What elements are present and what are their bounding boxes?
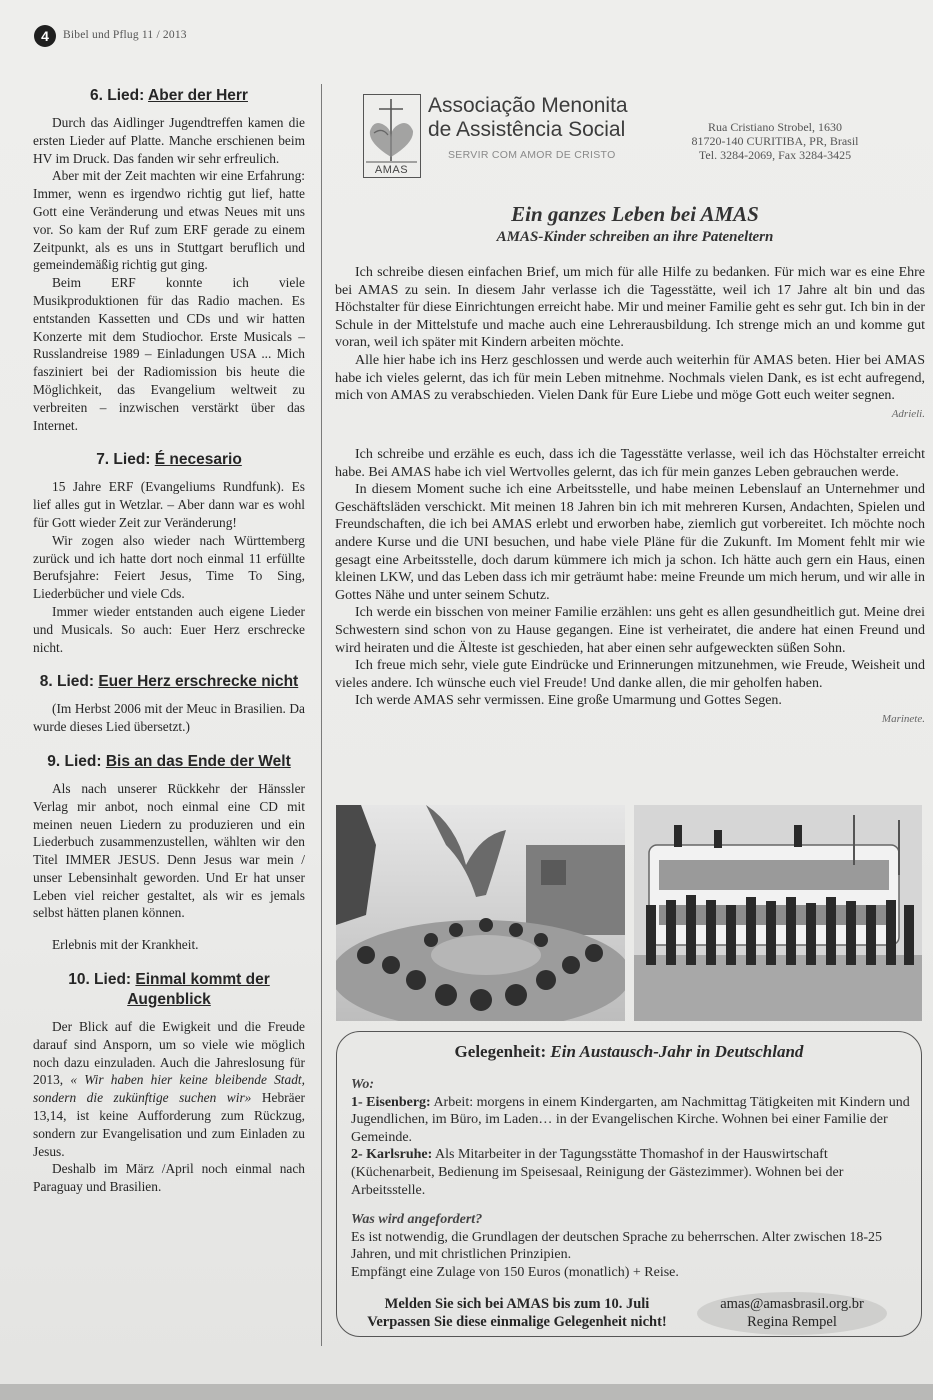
- page-number-badge: 4: [34, 25, 56, 47]
- page-bottom-edge: [0, 1384, 933, 1400]
- option-text: Als Mitarbeiter in der Tagungsstätte Thomashof in der Hauswirtschaft (Küchenarbeit, Bedienung im Speisesaal, Reinigung der Gästezimmer). Wohnen bei der Arbeitsstelle.: [351, 1147, 844, 1198]
- org-name: [428, 94, 628, 142]
- paragraph: Erlebnis mit der Krankheit.: [52, 937, 199, 953]
- paragraph: 15 Jahre ERF (Evangeliums Rundfunk). Es lief alles gut in Wetzlar. – Aber dann war es wohl für Gott wieder Zeit zur Veränderung!: [33, 479, 305, 530]
- requirements-line: Empfängt eine Zulage von 150 Euros (monatlich) + Reise.: [351, 1264, 679, 1280]
- photo-children-circle-image: [336, 805, 625, 1021]
- paragraph: Alle hier habe ich ins Herz geschlossen und werde auch weiterhin für AMAS beten. Hier bei AMAS habe ich vieles gelernt, das ich für mein Leben mitnehme. Nochmals vielen Dank, es ist echt aufregend, mich von AMAS zu verabschieden. Vielen Dank für Eure Liebe und möge Gott euch weiter segnen.: [335, 352, 925, 404]
- org-address: [675, 120, 875, 163]
- song-heading-10: [33, 970, 305, 1010]
- paragraph: Ich werde AMAS sehr vermissen. Eine große Umarmung und Gottes Segen.: [355, 693, 782, 709]
- address-line: Tel. 3284-2069, Fax 3284-3425: [698, 148, 852, 163]
- address-line: 81720-140 CURITIBA, PR, Brasil: [691, 134, 859, 149]
- paragraph: Als nach unserer Rückkehr der Hänssler Verlag mir anbot, noch einmal eine CD mit meinen neuen Liedern zu produzieren und ein Liederbuch zusammenzustellen, wählten wir den Titel IMMER JESUS. Denn Jesus war mein / unser Lebensinhalt geworden. Und Er hat unser Leben viel reicher gestaltet, als wir es jemals selbst hätten planen können.: [33, 780, 305, 921]
- paragraph: Immer wieder entstanden auch eigene Lieder und Musicals. So auch: Euer Herz erschrecke nicht.: [33, 603, 305, 655]
- contact-info: [697, 1295, 887, 1331]
- contact-email[interactable]: amas@amasbrasil.org.br: [720, 1296, 864, 1312]
- song-title: Bis an das Ende der Welt: [105, 752, 291, 770]
- org-name-line2: de Assistência Social: [428, 118, 626, 141]
- opportunity-body: [351, 1076, 911, 1282]
- song-prefix: 6. Lied:: [90, 87, 145, 104]
- song-heading-9: [33, 752, 305, 772]
- option-eisenberg: [351, 1094, 911, 1147]
- song-title: Aber der Herr: [148, 87, 248, 104]
- cta-line: Verpassen Sie diese einmalige Gelegenheit nicht!: [367, 1314, 667, 1330]
- call-to-action: [347, 1295, 687, 1331]
- where-label: Wo:: [351, 1077, 375, 1092]
- option-label: 2- Karlsruhe:: [351, 1147, 433, 1163]
- quote-jahreslosung: « Wir haben hier keine bleibende Stadt, sondern die zukünftige suchen wir»: [33, 1072, 305, 1106]
- title-prefix: Gelegenheit:: [454, 1042, 551, 1061]
- article-subtitle: AMAS-Kinder schreiben an ihre Pateneltern: [496, 229, 774, 245]
- running-head: Bibel und Pflug 11 / 2013: [63, 29, 187, 41]
- paragraph: Wir zogen also wieder nach Württemberg zurück und ich hatte dort noch einmal 11 erfüllte Berufsjahre: Feiert Jesus, Time To Sing, Liederbücher und viele Cds.: [33, 532, 305, 602]
- option-karlsruhe: [351, 1146, 911, 1199]
- letter-marinete: [335, 446, 925, 729]
- song-heading-6: [33, 86, 305, 106]
- song-prefix: 8. Lied:: [39, 673, 95, 691]
- spacer: [33, 922, 305, 936]
- song-prefix: 7. Lied:: [96, 451, 151, 469]
- signature-marinete: Marinete.: [881, 712, 925, 725]
- amas-logo: [363, 94, 421, 178]
- paragraph: Aber mit der Zeit machten wir eine Erfahrung: Immer, wenn es irgendwo richtig gut lief, hatte Gott eine Veränderung und etwas Neues mit uns vor. So kam der Ruf zum ERF gerade zu einem Zeitpunkt, als es uns in Stuttgart beruflich und gemeindemäßig richtig gut ging.: [33, 168, 305, 273]
- requirements-line: Es ist notwendig, die Grundlagen der deutschen Sprache zu beherrschen. Alter zwischen 18-25 Jahren, und mit christlichen Prinzipien.: [351, 1229, 883, 1263]
- song-title: Euer Herz erschrecke nicht: [98, 673, 299, 691]
- paragraph: (Im Herbst 2006 mit der Meuc in Brasilien. Da wurde dieses Lied übersetzt.): [33, 701, 305, 735]
- paragraph: Beim ERF konnte ich viele Musikproduktionen für das Radio machen. Es entstanden Kassetten und CDs und wir hatten Konzerte mit dem Studiochor. Erste Musicals – Russlandreise 1989 – Einladungen USA ... Mich fasziniert bei der Radiomission bis heute die Möglichkeit, das Evangelium weltweit zu verbreiten – inzwischen verstärkt über das Internet.: [33, 275, 305, 433]
- letter-adrieli: [335, 264, 925, 423]
- paragraph: [33, 1018, 305, 1160]
- title-italic: Ein Austausch-Jahr in Deutschland: [550, 1042, 804, 1061]
- paragraph: Deshalb im März /April noch einmal nach Paraguay und Brasilien.: [33, 1161, 305, 1195]
- article-title: Ein ganzes Leben bei AMAS: [511, 202, 759, 226]
- amas-logo-icon: [364, 95, 419, 176]
- signature-adrieli: Adrieli.: [891, 407, 925, 420]
- opportunity-title: [336, 1042, 922, 1062]
- org-name-line1: Associação Menonita: [428, 94, 628, 117]
- song-title: Einmal kommt der Augenblick: [127, 971, 270, 1009]
- paragraph: Durch das Aidlinger Jugendtreffen kamen die ersten Lieder auf Platte. Manche erschienen beim HV im Druck. Das fanden wir sehr erfreulich.: [33, 115, 305, 166]
- logo-text: AMAS: [374, 164, 409, 176]
- paragraph: Ich schreibe diesen einfachen Brief, um mich für alle Hilfe zu bedanken. Für mich war es eine Ehre bei AMAS zu sein. In diesem Jahr verlasse ich die Tagesstätte, weil ich 17 Jahre alt bin und das Höchstalter für diese Einrichtungen erreicht habe. Mir und meiner Familie geht es sehr gut. Ich bin in der Schule in der Mittelstufe und mache auch eine Lehrerausbildung. Ich strenge mich an und komme gut voran, weil ich später mit Kindern arbeiten möchte.: [335, 265, 925, 351]
- song-heading-7: [33, 450, 305, 470]
- column-divider: [321, 84, 322, 1346]
- paragraph: In diesem Moment suche ich eine Arbeitsstelle, und habe meinen Lebenslauf an Unternehmer und Geschäftsläden verschickt. Mit meinen 18 Jahren bin ich mit mehreren Kursen, Andachten, Spielen und Freundschaften, die ich bei AMAS erlebt und erworben habe, ziemlich gut vorbereitet. Ich möchte noch andere Kurse und die UNI besuchen, und habe viele Pläne für die Zukunft. Im Moment fehlt mir wie gesagt eine Arbeitsstelle, doch darum kümmere ich mich ja schon. Ich hätte auch gern ein Haus, einen kleinen LKW, und das Leben dass ich mir geträumt habe: meine Freunde um mich herum, und wir alle in Gottes Nähe und unter seinem Schutz.: [335, 482, 925, 603]
- contact-name: Regina Rempel: [747, 1314, 837, 1330]
- address-line: Rua Cristiano Strobel, 1630: [708, 120, 842, 134]
- text-run: Hebräer 13,14, ist keine Aufforderung zum Rückzug, sondern zur Evangelisation und zum Einladen zu Jesus.: [33, 1090, 305, 1159]
- song-heading-8: [33, 672, 305, 692]
- left-column: [33, 86, 305, 1196]
- spacer: [351, 1199, 911, 1211]
- song-prefix: 9. Lied:: [47, 752, 102, 770]
- cta-line: Melden Sie sich bei AMAS bis zum 10. Juli: [384, 1296, 650, 1312]
- photo-children-circle: [336, 805, 625, 1021]
- text-run: Der Blick auf die Ewigkeit und die Freude darauf sind Ansporn, um so viele wie möglich noch dazu einzuladen. Auch die Jahreslosung für 2013,: [33, 1019, 305, 1088]
- song-prefix: 10. Lied:: [68, 971, 132, 989]
- song-title: É necesario: [154, 451, 242, 469]
- option-text: Arbeit: morgens in einem Kindergarten, am Nachmittag Tätigkeiten mit Kindern und Jugendlichen, im Büro, im Laden… in der Evangelischen Kirche. Wohnen bei einer Familie der Gemeinde.: [351, 1094, 910, 1145]
- org-motto: SERVIR COM AMOR DE CRISTO: [448, 149, 616, 161]
- option-label: 1- Eisenberg:: [351, 1094, 431, 1110]
- photo-children-bus-image: [634, 805, 922, 1021]
- paragraph: Ich werde ein bisschen von meiner Familie erzählen: uns geht es allen gesundheitlich gut. Meine drei Schwestern sind schon von zu Hause gegangen. Eine ist verheiratet, die andere hat einen Freund und wird heiraten und die Älteste ist geschieden, hat aber einen sehr aufgeweckten süßen Sohn.: [335, 605, 925, 656]
- requirements-label: Was wird angefordert?: [351, 1212, 483, 1228]
- paragraph: Ich schreibe und erzähle es euch, dass ich die Tagesstätte verlasse, weil ich das Höchstalter erreicht habe. Bei AMAS habe ich viel Wertvolles gelernt, das ich für mein ganzes Leben gebrauchen werde.: [335, 447, 925, 480]
- paragraph: Ich freue mich sehr, viele gute Eindrücke und Erinnerungen mitzunehmen, wie Freude, Weisheit und vieles andere. Ich wünsche euch viel Freude! Und danke allen, die mir geholfen haben.: [335, 658, 925, 691]
- photo-children-bus: [634, 805, 922, 1021]
